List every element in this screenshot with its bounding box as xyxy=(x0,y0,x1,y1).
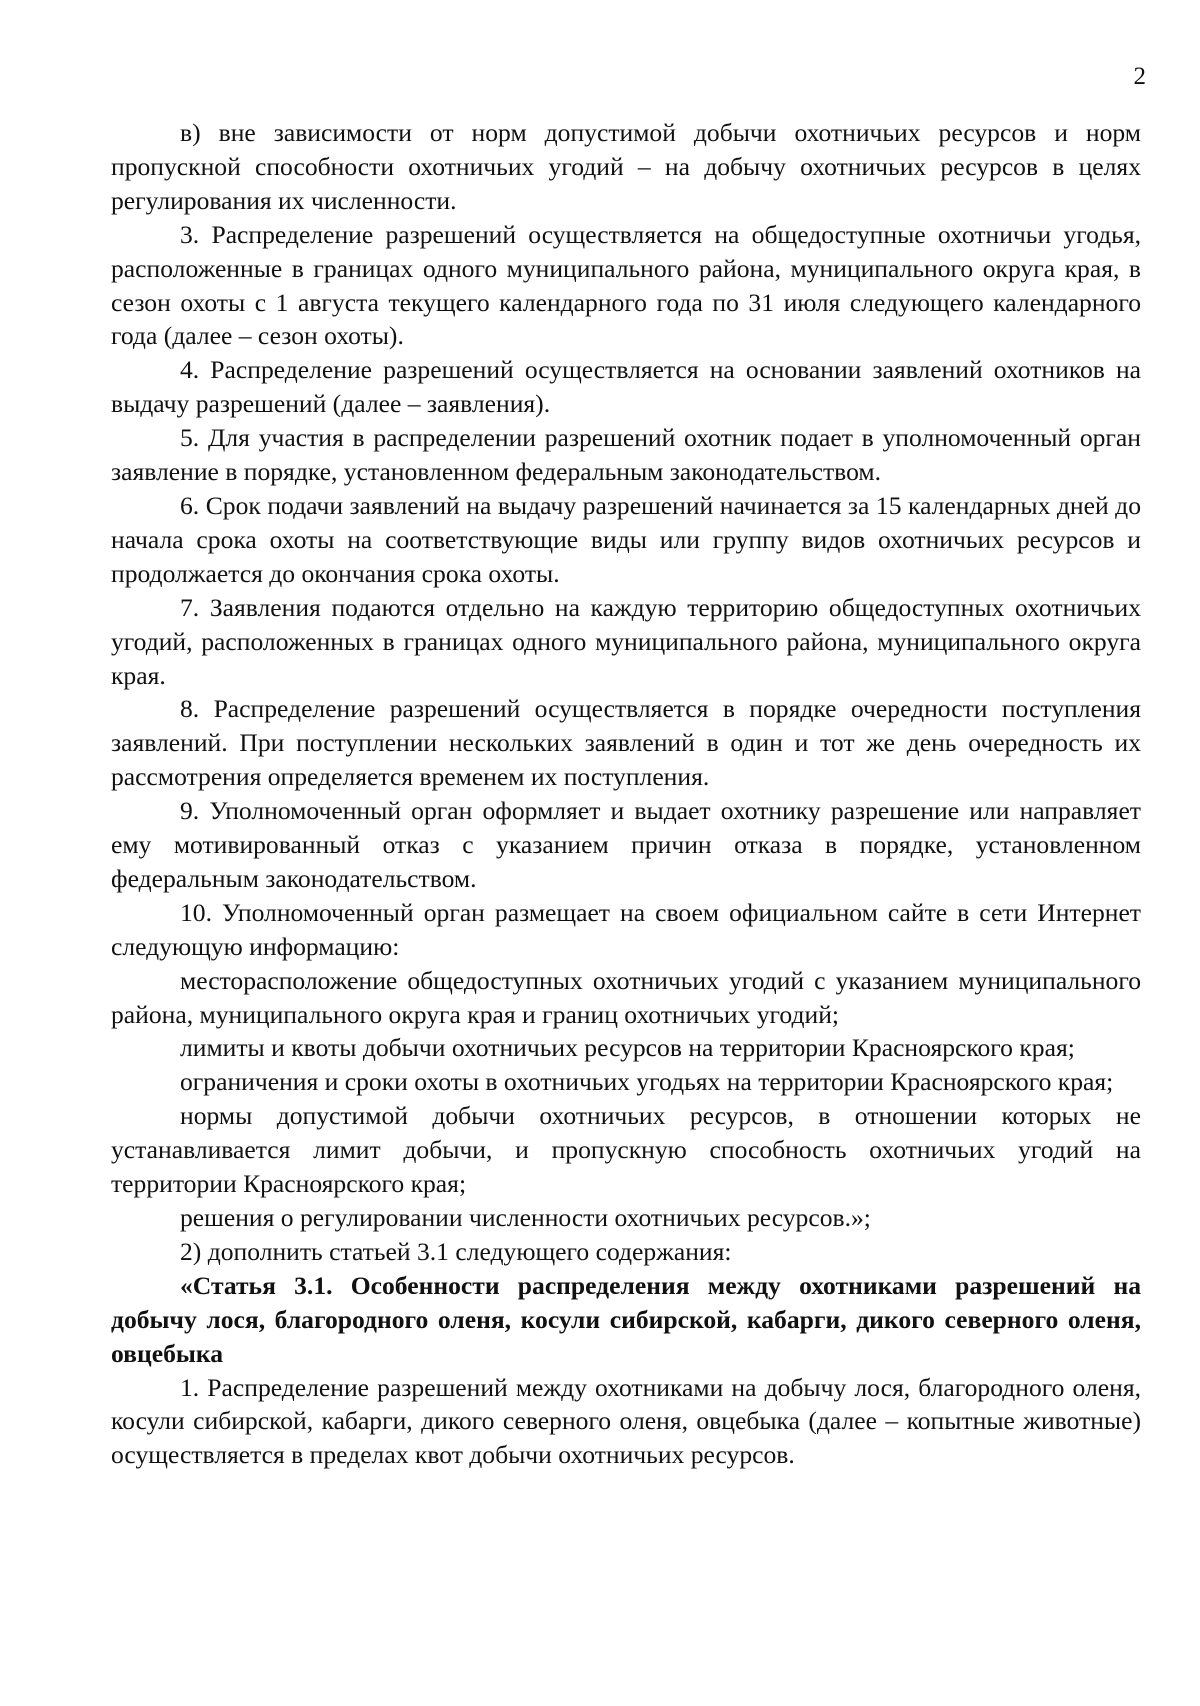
paragraph-3: 3. Распределение разрешений осуществляется на общедоступные охотничьи угодья, расположенные в границах одного муниципального района, муниципального округа края, в сезон охоты с 1 августа текущего календарного года по 31 июля следующего календарного года (далее – сезон охоты). xyxy=(111,219,1141,351)
paragraph-4: 4. Распределение разрешений осуществляется на основании заявлений охотников на выдачу разрешений (далее – заявления). xyxy=(111,355,1141,419)
list-item-limits: лимиты и квоты добычи охотничьих ресурсов на территории Красноярского края; xyxy=(180,1033,1075,1063)
list-item-decisions: решения о регулировании численности охотничьих ресурсов.»; xyxy=(180,1203,871,1232)
list-item-norms: нормы допустимой добычи охотничьих ресурсов, в отношении которых не устанавливается лимит добычи, и пропускную способность охотничьих угодий на территории Красноярского края; xyxy=(111,1101,1141,1199)
page-number: 2 xyxy=(1133,63,1146,90)
list-item-location: месторасположение общедоступных охотничьих угодий с указанием муниципального района, муниципального округа края и границ охотничьих угодий; xyxy=(111,965,1141,1029)
article-paragraph-1: 1. Распределение разрешений между охотниками на добычу лося, благородного оленя, косули сибирской, кабарги, дикого северного оленя, овцебыка (далее – копытные животные) осуществляется в пределах квот добычи охотничьих ресурсов. xyxy=(111,1372,1141,1470)
paragraph-5: 5. Для участия в распределении разрешений охотник подает в уполномоченный орган заявление в порядке, установленном федеральным законодательством. xyxy=(111,423,1141,487)
paragraph-8: 8. Распределение разрешений осуществляется в порядке очередности поступления заявлений. При поступлении нескольких заявлений в один и тот же день очередность их рассмотрения определяется временем их поступления. xyxy=(111,694,1141,792)
paragraph-9: 9. Уполномоченный орган оформляет и выдает охотнику разрешение или направляет ему мотивированный отказ с указанием причин отказа в порядке, установленном федеральным законодательством. xyxy=(111,796,1141,893)
paragraph-10: 10. Уполномоченный орган размещает на своем официальном сайте в сети Интернет следующую информацию: xyxy=(111,897,1141,961)
article-heading: «Статья 3.1. Особенности распределения между охотниками разрешений на добычу лося, благородного оленя, косули сибирской, кабарги, дикого северного оленя, овцебыка xyxy=(111,1270,1141,1368)
paragraph-7: 7. Заявления подаются отдельно на каждую территорию общедоступных охотничьих угодий, расположенных в границах одного муниципального района, муниципального округа края. xyxy=(111,592,1141,690)
document-body xyxy=(111,116,1141,1472)
amendment-instruction: 2) дополнить статьей 3.1 следующего содержания: xyxy=(180,1236,732,1266)
paragraph-v: в) вне зависимости от норм допустимой добычи охотничьих ресурсов и норм пропускной способности охотничьих угодий – на добычу охотничьих ресурсов в целях регулирования их численности. xyxy=(111,118,1141,215)
paragraph-6: 6. Срок подачи заявлений на выдачу разрешений начинается за 15 календарных дней до начала срока охоты на соответствующие виды или группу видов охотничьих ресурсов и продолжается до окончания срока охоты. xyxy=(111,490,1141,588)
list-item-restrictions: ограничения и сроки охоты в охотничьих угодьях на территории Красноярского края; xyxy=(180,1067,1114,1097)
